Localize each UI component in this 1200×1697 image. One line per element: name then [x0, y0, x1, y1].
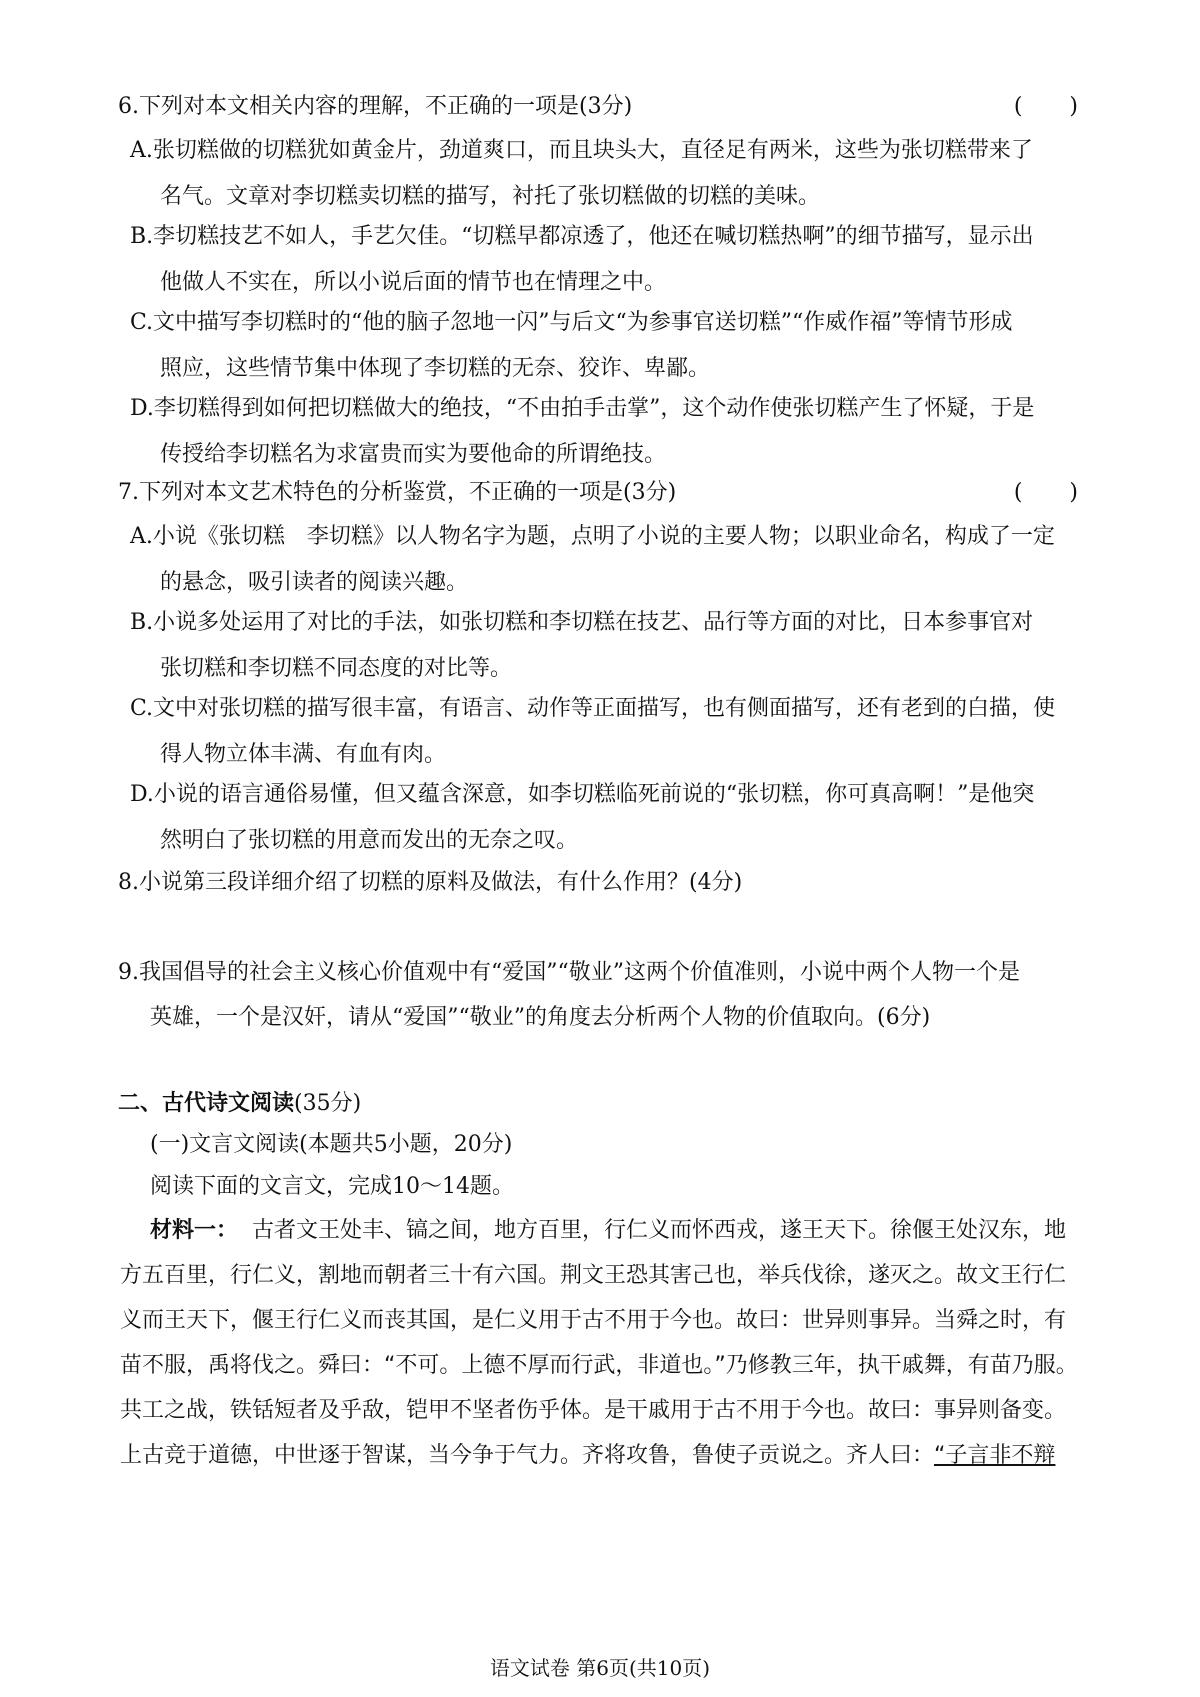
option-line-cont: 的悬念，吸引读者的阅读兴趣。 — [160, 570, 469, 595]
option-line-cont: 得人物立体丰满、有血有肉。 — [160, 742, 447, 767]
option-line: D.李切糕得到如何把切糕做大的绝技，“不由拍手击掌”，这个动作使张切糕产生了怀疑，于是 — [130, 396, 1035, 421]
question-7-option-c — [130, 686, 1095, 778]
option-line: A.小说《张切糕 李切糕》以人物名字为题，点明了小说的主要人物；以职业命名，构成了一定 — [130, 524, 1055, 549]
passage-line-5: 共工之战，铁铦短者及乎敌，铠甲不坚者伤乎体。是干戚用于古不用于今也。故曰：事异则备变。 — [120, 1398, 1067, 1423]
passage-label: 材料一： — [150, 1218, 239, 1243]
passage-line-1 — [120, 1208, 1105, 1253]
question-6-text: 6.下列对本文相关内容的理解，不正确的一项是(3分) — [118, 94, 633, 119]
section-2-title: 二、古代诗文阅读 — [118, 1090, 295, 1116]
question-7-option-b — [130, 600, 1095, 692]
question-7-option-a — [130, 514, 1095, 606]
question-7-stem — [118, 478, 1098, 508]
option-line-cont: 他做人不实在，所以小说后面的情节也在情理之中。 — [160, 270, 667, 295]
question-6-stem — [118, 92, 1098, 122]
question-9-line-1: 9.我国倡导的社会主义核心价值观中有“爱国”“敬业”这两个价值准则，小说中两个人物一个是 — [118, 960, 1020, 985]
question-6-option-a — [130, 128, 1095, 220]
question-6-option-c — [130, 300, 1095, 392]
classical-passage — [120, 1208, 1105, 1478]
question-7-answer-bracket: ( ) — [1013, 480, 1098, 505]
subsection-1-heading: (一)文言文阅读(本题共5小题，20分) — [150, 1132, 513, 1157]
option-line: B.李切糕技艺不如人，手艺欠佳。“切糕早都凉透了，他还在喊切糕热啊”的细节描写，显示出 — [130, 224, 1034, 249]
option-line: C.文中对张切糕的描写很丰富，有语言、动作等正面描写，也有侧面描写，还有老到的白描，使 — [130, 696, 1056, 721]
passage-text: 古者文王处丰、镐之间，地方百里，行仁义而怀西戎，遂王天下。徐偃王处汉东，地 — [252, 1218, 1067, 1243]
option-line-cont: 传授给李切糕名为求富贵而实为要他命的所谓绝技。 — [160, 442, 667, 467]
question-6-option-b — [130, 214, 1095, 306]
passage-text: 上古竞于道德，中世逐于智谋，当今争于气力。齐将攻鲁，鲁使子贡说之。齐人曰： — [120, 1443, 935, 1468]
passage-line-6 — [120, 1433, 1105, 1478]
option-line-cont: 然明白了张切糕的用意而发出的无奈之叹。 — [160, 828, 579, 853]
passage-line-3: 义而王天下，偃王行仁义而丧其国，是仁义用于古不用于今也。故曰：世异则事异。当舜之时，有 — [120, 1308, 1067, 1333]
question-7-option-d — [130, 772, 1095, 864]
option-line: B.小说多处运用了对比的手法，如张切糕和李切糕在技艺、品行等方面的对比，日本参事官对 — [130, 610, 1034, 635]
option-line-cont: 照应，这些情节集中体现了李切糕的无奈、狡诈、卑鄙。 — [160, 356, 711, 381]
page-footer: 语文试卷 第6页(共10页) — [489, 1656, 711, 1680]
passage-line-4: 苗不服，禹将伐之。舜曰：“不可。上德不厚而行武，非道也。”乃修教三年，执干戚舞，有苗乃服。 — [120, 1353, 1078, 1378]
option-line-cont: 名气。文章对李切糕卖切糕的描写，衬托了张切糕做的切糕的美味。 — [160, 184, 821, 209]
passage-line-2: 方五百里，行仁义，割地而朝者三十有六国。荆文王恐其害己也，举兵伐徐，遂灭之。故文王行仁 — [120, 1263, 1067, 1288]
section-2-score: (35分) — [294, 1091, 362, 1116]
section-2-heading — [118, 1088, 361, 1119]
question-6-answer-bracket: ( ) — [1013, 94, 1098, 119]
option-line: C.文中描写李切糕时的“他的脑子忽地一闪”与后文“为参事官送切糕”“作威作福”等情节形成 — [130, 310, 1013, 335]
question-6-option-d — [130, 386, 1095, 478]
question-8-stem: 8.小说第三段详细介绍了切糕的原料及做法，有什么作用？(4分) — [118, 870, 743, 895]
question-7-text: 7.下列对本文艺术特色的分析鉴赏，不正确的一项是(3分) — [118, 480, 677, 505]
option-line: D.小说的语言通俗易懂，但又蕴含深意，如李切糕临死前说的“张切糕，你可真高啊！”是他突 — [130, 782, 1035, 807]
reading-instruction: 阅读下面的文言文，完成10～14题。 — [150, 1174, 514, 1199]
option-line-cont: 张切糕和李切糕不同态度的对比等。 — [160, 656, 513, 681]
question-9-line-2: 英雄，一个是汉奸，请从“爱国”“敬业”的角度去分析两个人物的价值取向。(6分) — [150, 1005, 931, 1030]
underlined-quote: “子言非不辩 — [934, 1443, 1056, 1468]
option-line: A.张切糕做的切糕犹如黄金片，劲道爽口，而且块头大，直径足有两米，这些为张切糕带来了 — [130, 138, 1033, 163]
